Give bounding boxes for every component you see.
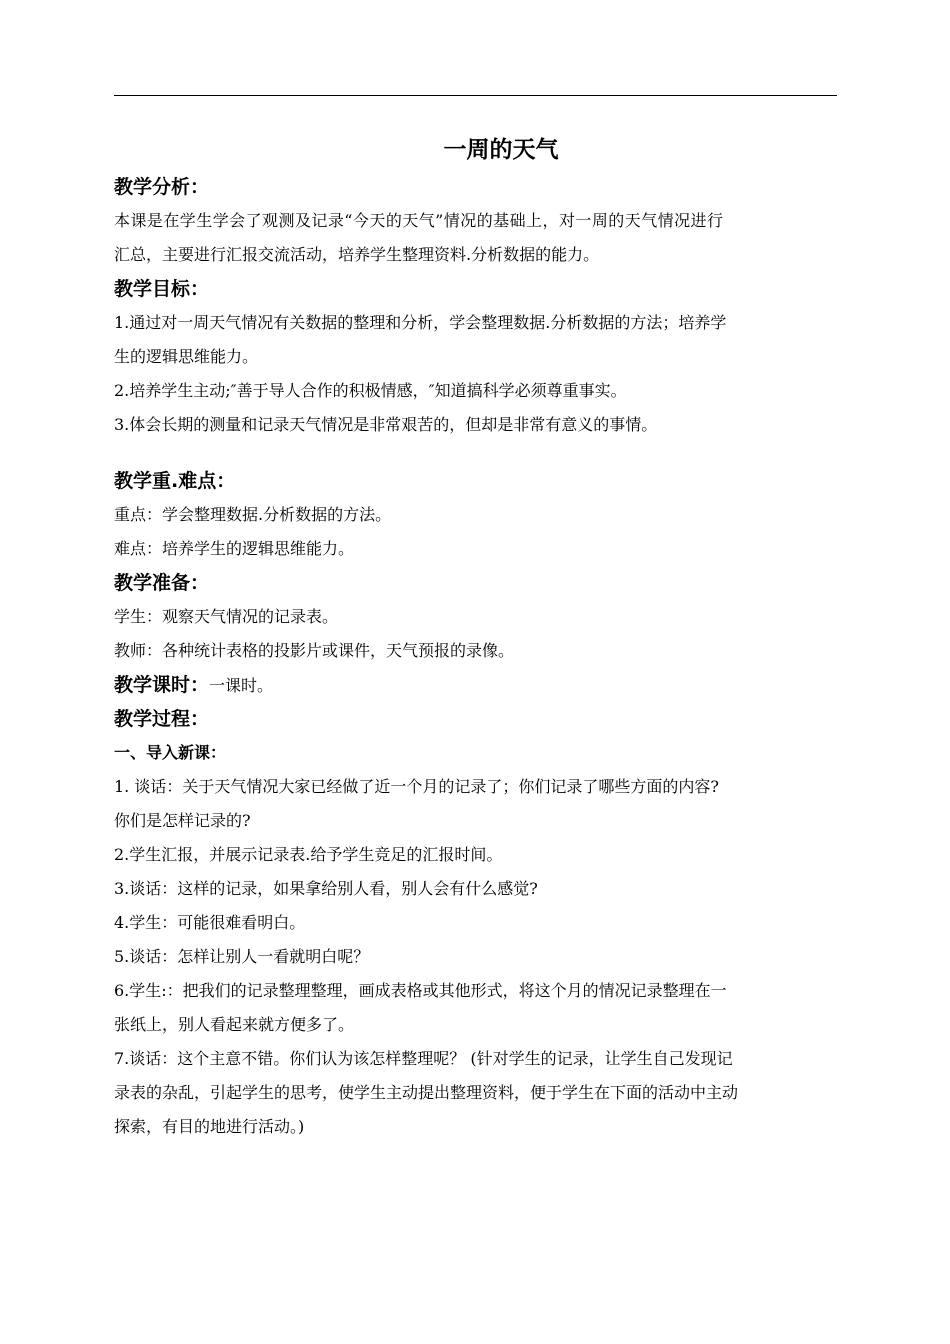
hours-heading: 教学课时： [114,674,210,696]
preparation-line: 教师：各种统计表格的投影片或课件，天气预报的录像。 [114,641,515,660]
analysis-line: 汇总，主要进行汇报交流活动，培养学生整理资料.分析数据的能力。 [114,245,600,264]
section-gap [114,442,838,464]
process-sub-heading: 一、导入新课： [114,743,227,762]
goals-line: 2.培养学生主动;″善于导人合作的积极情感，″知道搞科学必须尊重事实。 [114,381,627,400]
key-points-line: 重点：学会整理数据.分析数据的方法。 [114,505,392,524]
analysis-line: 本课是在学生学会了观测及记录“今天的天气”情况的基础上，对一周的天气情况进行 [114,211,724,230]
process-line: 你们是怎样记录的? [114,811,251,830]
process-line: 1. 谈话：关于天气情况大家已经做了近一个月的记录了；你们记录了哪些方面的内容? [114,777,719,796]
document-page [114,130,838,1144]
document-title: 一周的天气 [443,137,559,163]
goals-line: 生的逻辑思维能力。 [114,347,259,366]
preparation-line: 学生：观察天气情况的记录表。 [114,607,339,626]
process-heading: 教学过程： [114,708,210,730]
hours-row [114,668,838,702]
analysis-heading: 教学分析： [114,176,210,198]
process-line: 6.学生:：把我们的记录整理整理，画成表格或其他形式，将这个月的情况记录整理在一 [114,981,727,1000]
preparation-heading: 教学准备： [114,572,210,594]
goals-line: 1.通过对一周天气情况有关数据的整理和分析，学会整理数据.分析数据的方法；培养学 [114,313,727,332]
key-points-line: 难点：培养学生的逻辑思维能力。 [114,539,355,558]
key-points-heading: 教学重.难点： [114,470,236,492]
goals-line: 3.体会长期的测量和记录天气情况是非常艰苦的，但却是非常有意义的事情。 [114,415,658,434]
goals-heading: 教学目标： [114,278,210,300]
header-rule [114,95,837,96]
process-line: 4.学生：可能很难看明白。 [114,913,306,932]
process-line: 3.谈话：这样的记录，如果拿给别人看，别人会有什么感觉? [114,879,538,898]
process-line: 7.谈话：这个主意不错。你们认为该怎样整理呢？ (针对学生的记录，让学生自己发现记 [114,1049,733,1068]
hours-value: 一课时。 [209,676,274,695]
process-line: 2.学生汇报，并展示记录表.给予学生竞足的汇报时间。 [114,845,503,864]
process-line: 录表的杂乱，引起学生的思考，使学生主动提出整理资料，便于学生在下面的活动中主动 [114,1083,739,1102]
process-line: 张纸上，别人看起来就方便多了。 [114,1015,355,1034]
process-line: 5.谈话：怎样让别人一看就明白呢？ [114,947,370,966]
process-line: 探索，有目的地进行活动。) [114,1117,305,1136]
